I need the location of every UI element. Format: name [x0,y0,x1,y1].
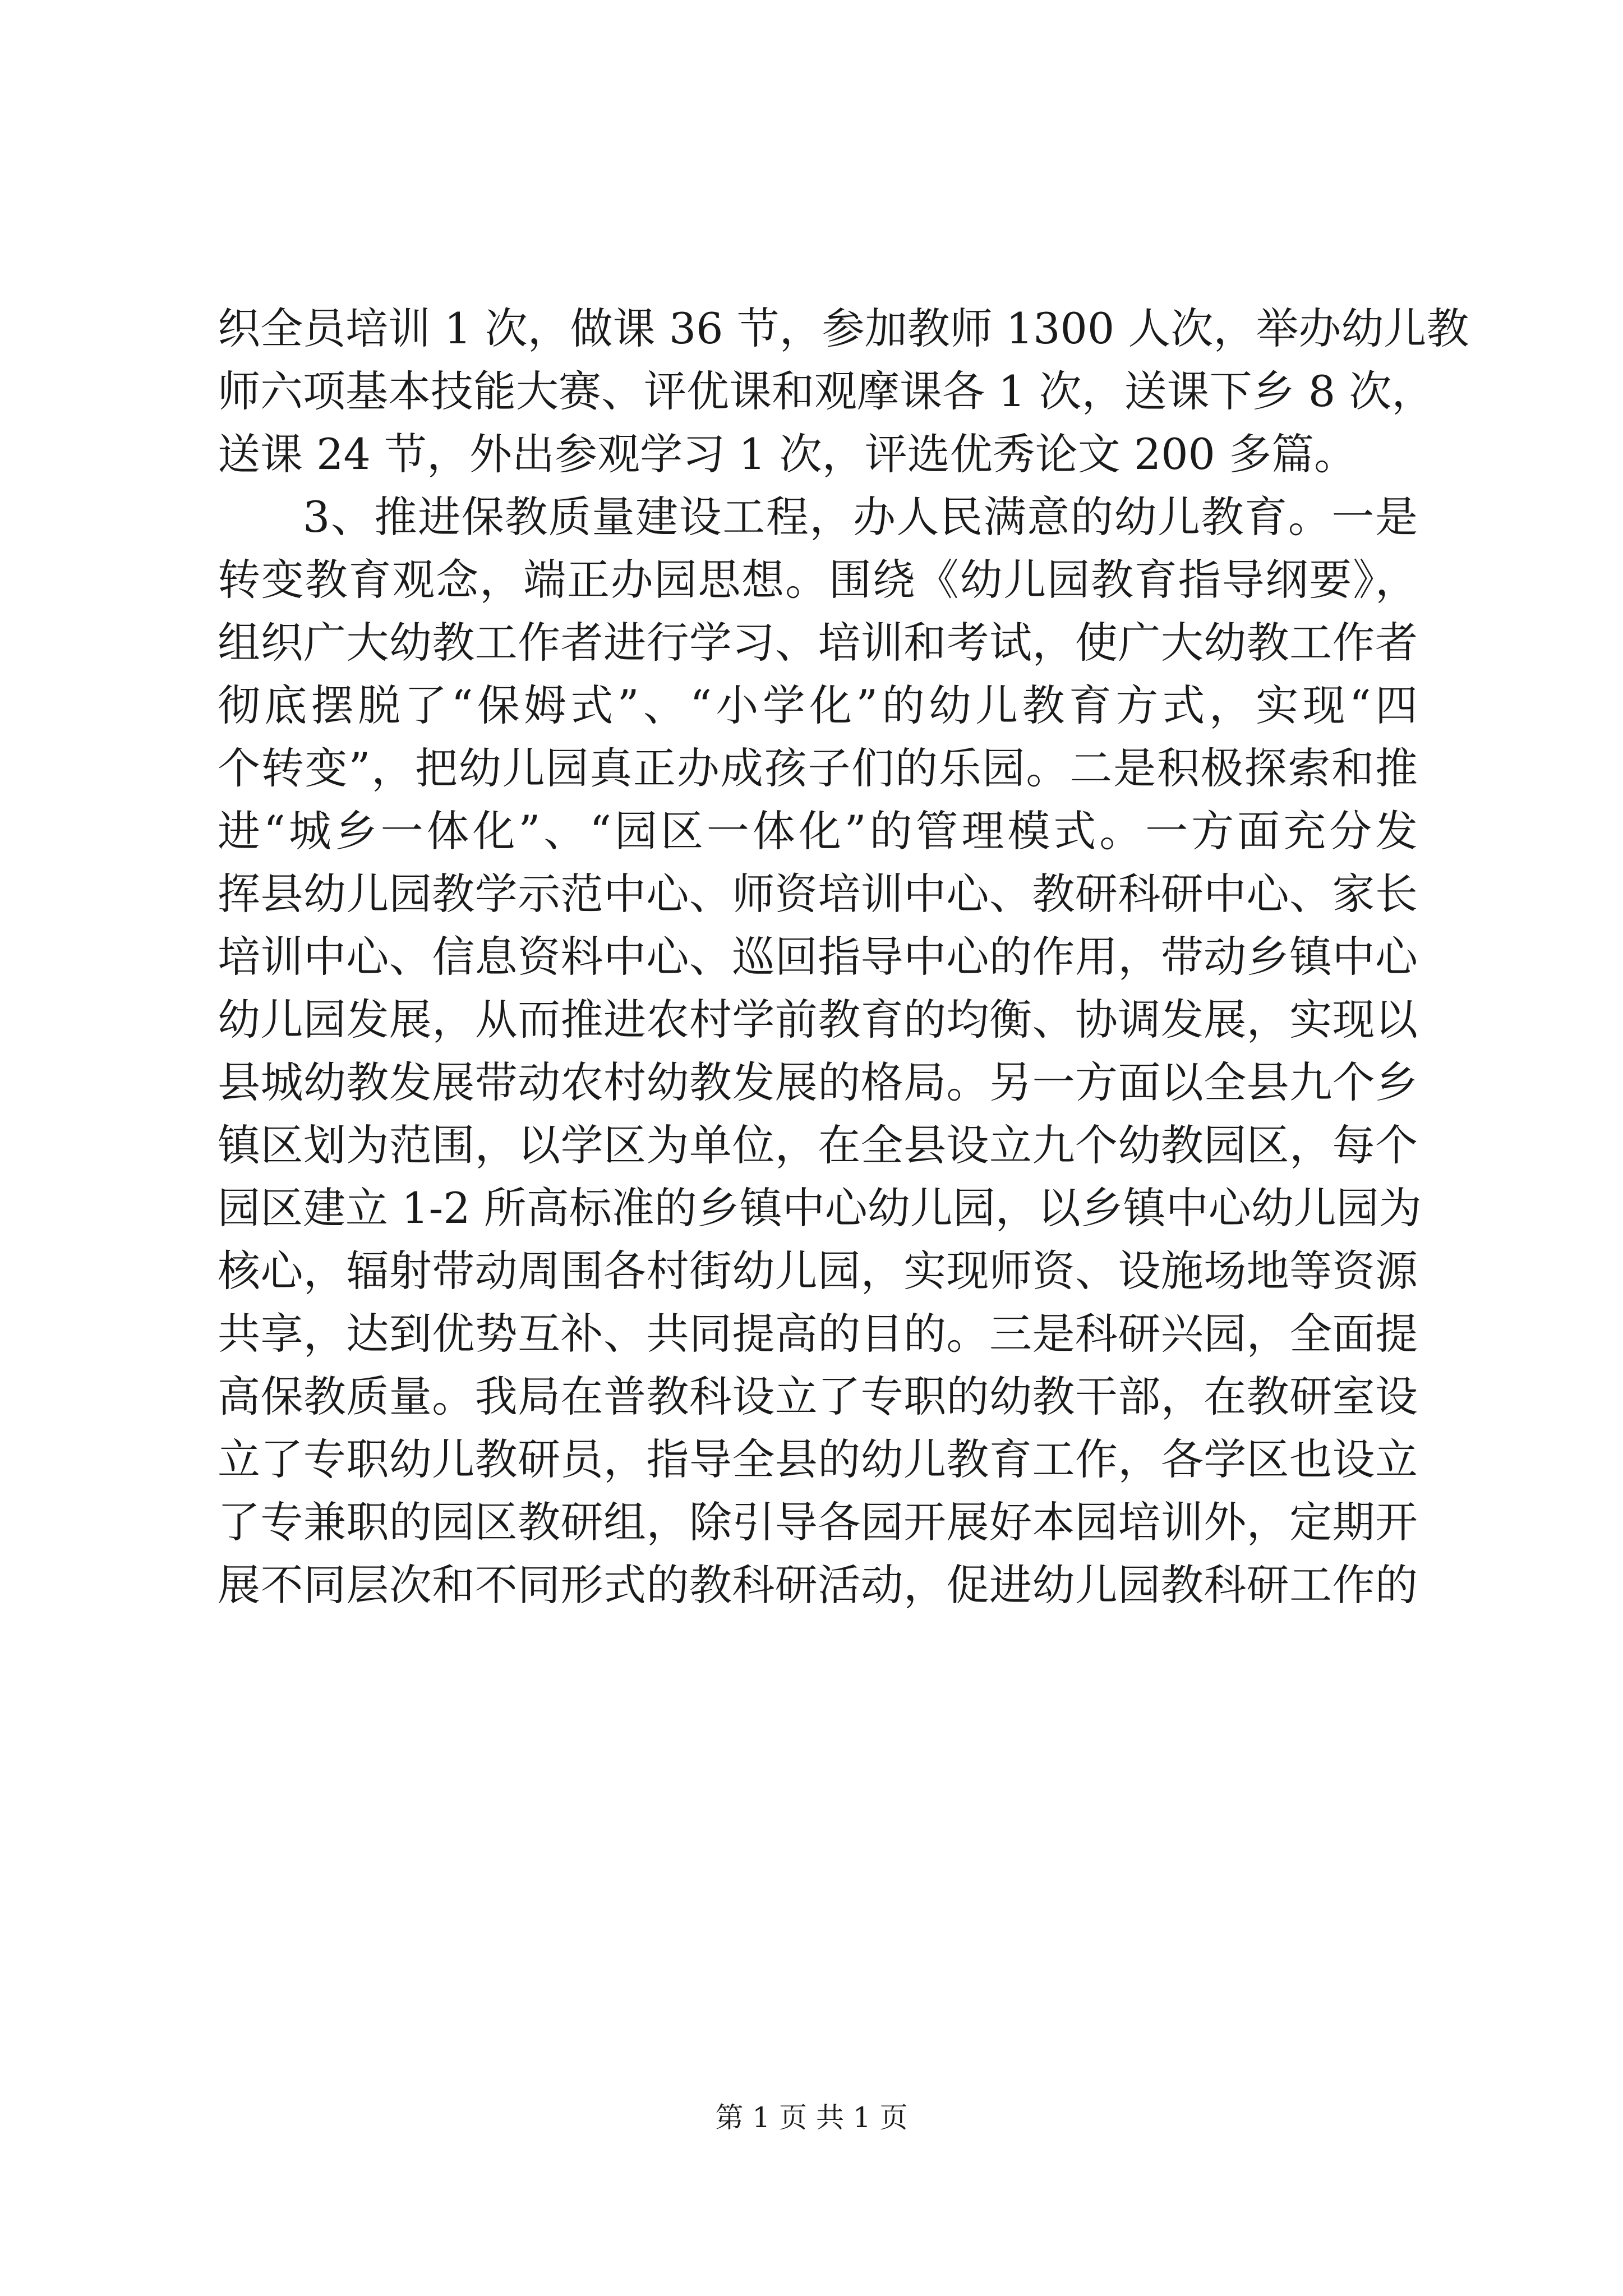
text-line-12: 幼儿园发展，从而推进农村学前教育的均衡、协调发展，实现以 [218,995,1418,1045]
text-line-18: 高保教质量。我局在普教科设立了专职的幼教干部，在教研室设 [218,1372,1418,1421]
text-line-3: 送课 24 节，外出参观学习 1 次，评选优秀论文 200 多篇。 [218,429,1357,479]
text-line-19: 立了专职幼儿教研员，指导全县的幼儿教育工作，各学区也设立 [218,1434,1418,1484]
text-line-7: 彻底摆脱了“保姆式”、“小学化”的幼儿教育方式，实现“四 [218,680,1418,730]
text-line-17: 共享，达到优势互补、共同提高的目的。三是科研兴园，全面提 [218,1309,1418,1359]
text-line-8: 个转变”，把幼儿园真正办成孩子们的乐园。二是积极探索和推 [218,743,1418,793]
text-line-10: 挥县幼儿园教学示范中心、师资培训中心、教研科研中心、家长 [218,869,1418,919]
text-line-11: 培训中心、信息资料中心、巡回指导中心的作用，带动乡镇中心 [218,932,1418,982]
text-line-9: 进“城乡一体化”、“园区一体化”的管理模式。一方面充分发 [218,806,1418,856]
text-line-20: 了专兼职的园区教研组，除引导各园开展好本园培训外，定期开 [218,1497,1418,1547]
text-line-6: 组织广大幼教工作者进行学习、培训和考试，使广大幼教工作者 [218,618,1418,668]
text-line-21: 展不同层次和不同形式的教科研活动，促进幼儿园教科研工作的 [218,1560,1418,1610]
text-line-4: 3、推进保教质量建设工程，办人民满意的幼儿教育。一是 [303,492,1418,542]
text-line-14: 镇区划为范围，以学区为单位，在全县设立九个幼教园区，每个 [218,1120,1418,1170]
text-line-5: 转变教育观念，端正办园思想。围绕《幼儿园教育指导纲要》， [218,555,1418,605]
page-number-footer: 第 1 页 共 1 页 [715,2101,908,2134]
text-line-16: 核心，辐射带动周围各村街幼儿园，实现师资、设施场地等资源 [218,1246,1418,1296]
text-line-2: 师六项基本技能大赛、评优课和观摩课各 1 次，送课下乡 8 次， [218,366,1435,416]
text-line-1: 织全员培训 1 次，做课 36 节，参加教师 1300 人次，举办幼儿教 [218,303,1469,353]
text-line-15: 园区建立 1-2 所高标准的乡镇中心幼儿园，以乡镇中心幼儿园为 [218,1183,1422,1233]
text-line-13: 县城幼教发展带动农村幼教发展的格局。另一方面以全县九个乡 [218,1057,1418,1107]
